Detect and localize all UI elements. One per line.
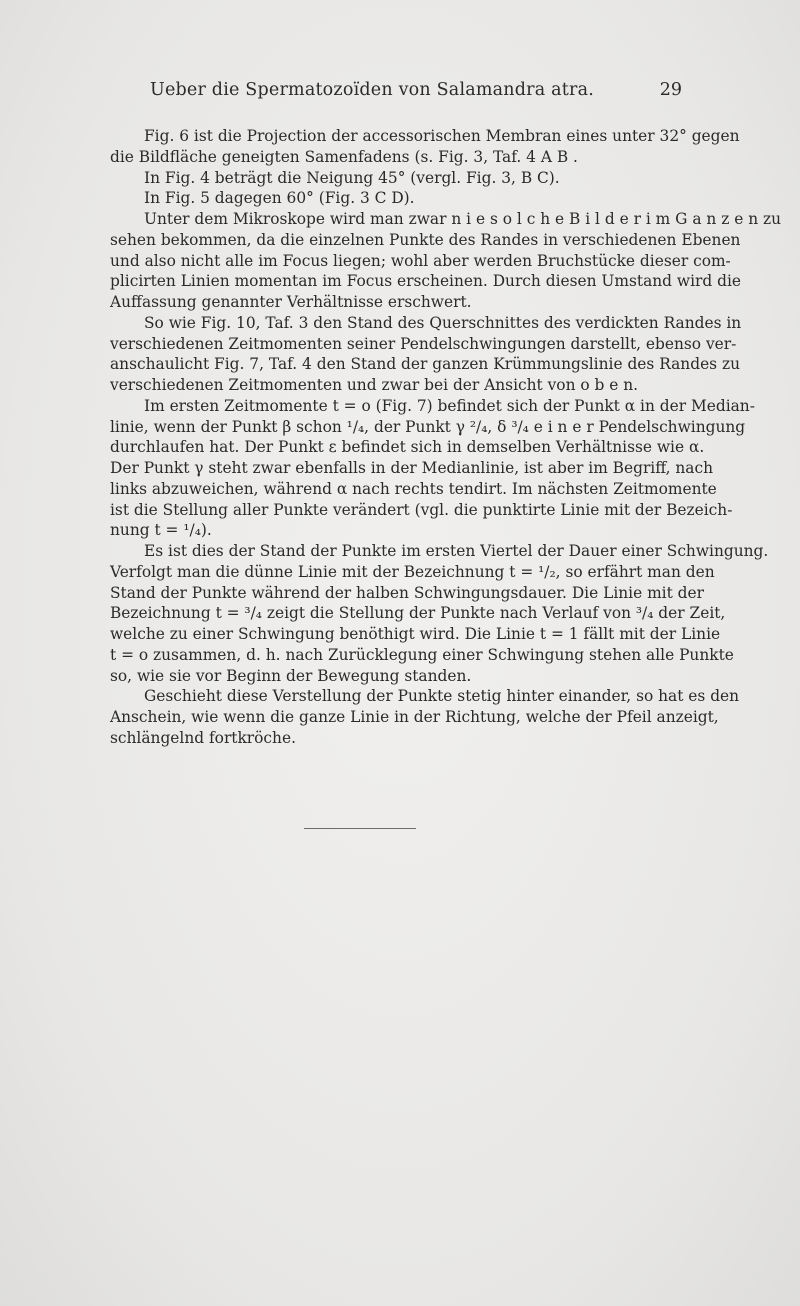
running-header	[146, 80, 682, 110]
text-line: Fig. 6 ist die Projection der accessorischen Membran eines unter 32° gegen	[144, 127, 740, 145]
text-line: Der Punkt γ steht zwar ebenfalls in der Medianlinie, ist aber im Begriff, nach	[110, 459, 714, 477]
text-line: durchlaufen hat. Der Punkt ε befindet sich in demselben Verhältnisse wie α.	[110, 438, 705, 457]
header-title: Ueber die Spermatozoïden von Salamandra atra.	[150, 80, 594, 100]
text-line: Bezeichnung t = ³/₄ zeigt die Stellung der Punkte nach Verlauf von ³/₄ der Zeit,	[110, 604, 726, 623]
text-line: Verfolgt man die dünne Linie mit der Bezeichnung t = ¹/₂, so erfährt man den	[110, 562, 715, 581]
text-line: In Fig. 5 dagegen 60° (Fig. 3 C D).	[144, 189, 415, 208]
text-line: verschiedenen Zeitmomenten seiner Pendelschwingungen darstellt, ebenso ver-	[110, 334, 737, 353]
text-line: Geschieht diese Verstellung der Punkte stetig hinter einander, so hat es den	[144, 687, 740, 706]
text-line: so, wie sie vor Beginn der Bewegung standen.	[110, 666, 472, 685]
text-line: Anschein, wie wenn die ganze Linie in der Richtung, welche der Pfeil anzeigt,	[110, 708, 719, 726]
text-line: ist die Stellung aller Punkte verändert (vgl. die punktirte Linie mit der Bezeich-	[110, 500, 733, 519]
text-line: Auffassung genannter Verhältnisse erschwert.	[110, 293, 472, 311]
text-line: verschiedenen Zeitmomenten und zwar bei der Ansicht von o b e n.	[110, 376, 639, 394]
text-line: In Fig. 4 beträgt die Neigung 45° (vergl. Fig. 3, B C).	[144, 168, 560, 187]
text-line: So wie Fig. 10, Taf. 3 den Stand des Querschnittes des verdickten Randes in	[144, 313, 742, 332]
text-line: und also nicht alle im Focus liegen; wohl aber werden Bruchstücke dieser com-	[110, 251, 731, 270]
text-line: Es ist dies der Stand der Punkte im ersten Viertel der Dauer einer Schwingung.	[144, 542, 769, 560]
text-line: t = o zusammen, d. h. nach Zurücklegung einer Schwingung stehen alle Punkte	[110, 645, 734, 664]
text-line: welche zu einer Schwingung benöthigt wird. Die Linie t = 1 fällt mit der Linie	[110, 625, 721, 643]
text-line: Unter dem Mikroskope wird man zwar n i e s o l c h e B i l d e r i m G a n z e n zu	[144, 210, 782, 228]
text-line: Stand der Punkte während der halben Schwingungsdauer. Die Linie mit der	[110, 583, 704, 602]
text-line: schlängelnd fortkröche.	[110, 728, 296, 747]
text-line: plicirten Linien momentan im Focus erscheinen. Durch diesen Umstand wird die	[110, 272, 741, 291]
text-line: anschaulicht Fig. 7, Taf. 4 den Stand der ganzen Krümmungslinie des Randes zu	[110, 355, 740, 374]
page-number: 29	[659, 80, 682, 100]
text-line: Im ersten Zeitmomente t = o (Fig. 7) befindet sich der Punkt α in der Median-	[144, 396, 755, 415]
text-line: linie, wenn der Punkt β schon ¹/₄, der Punkt γ ²/₄, δ ³/₄ e i n e r Pendelschwingung	[110, 417, 746, 436]
text-line: links abzuweichen, während α nach rechts tendirt. Im nächsten Zeitmomente	[110, 479, 717, 498]
body-text	[110, 126, 782, 749]
text-line: nung t = ¹/₄).	[110, 521, 212, 540]
text-line: die Bildfläche geneigten Samenfadens (s. Fig. 3, Taf. 4 A B .	[110, 147, 578, 166]
end-rule	[304, 828, 416, 829]
text-line: sehen bekommen, da die einzelnen Punkte des Randes in verschiedenen Ebenen	[110, 230, 741, 249]
